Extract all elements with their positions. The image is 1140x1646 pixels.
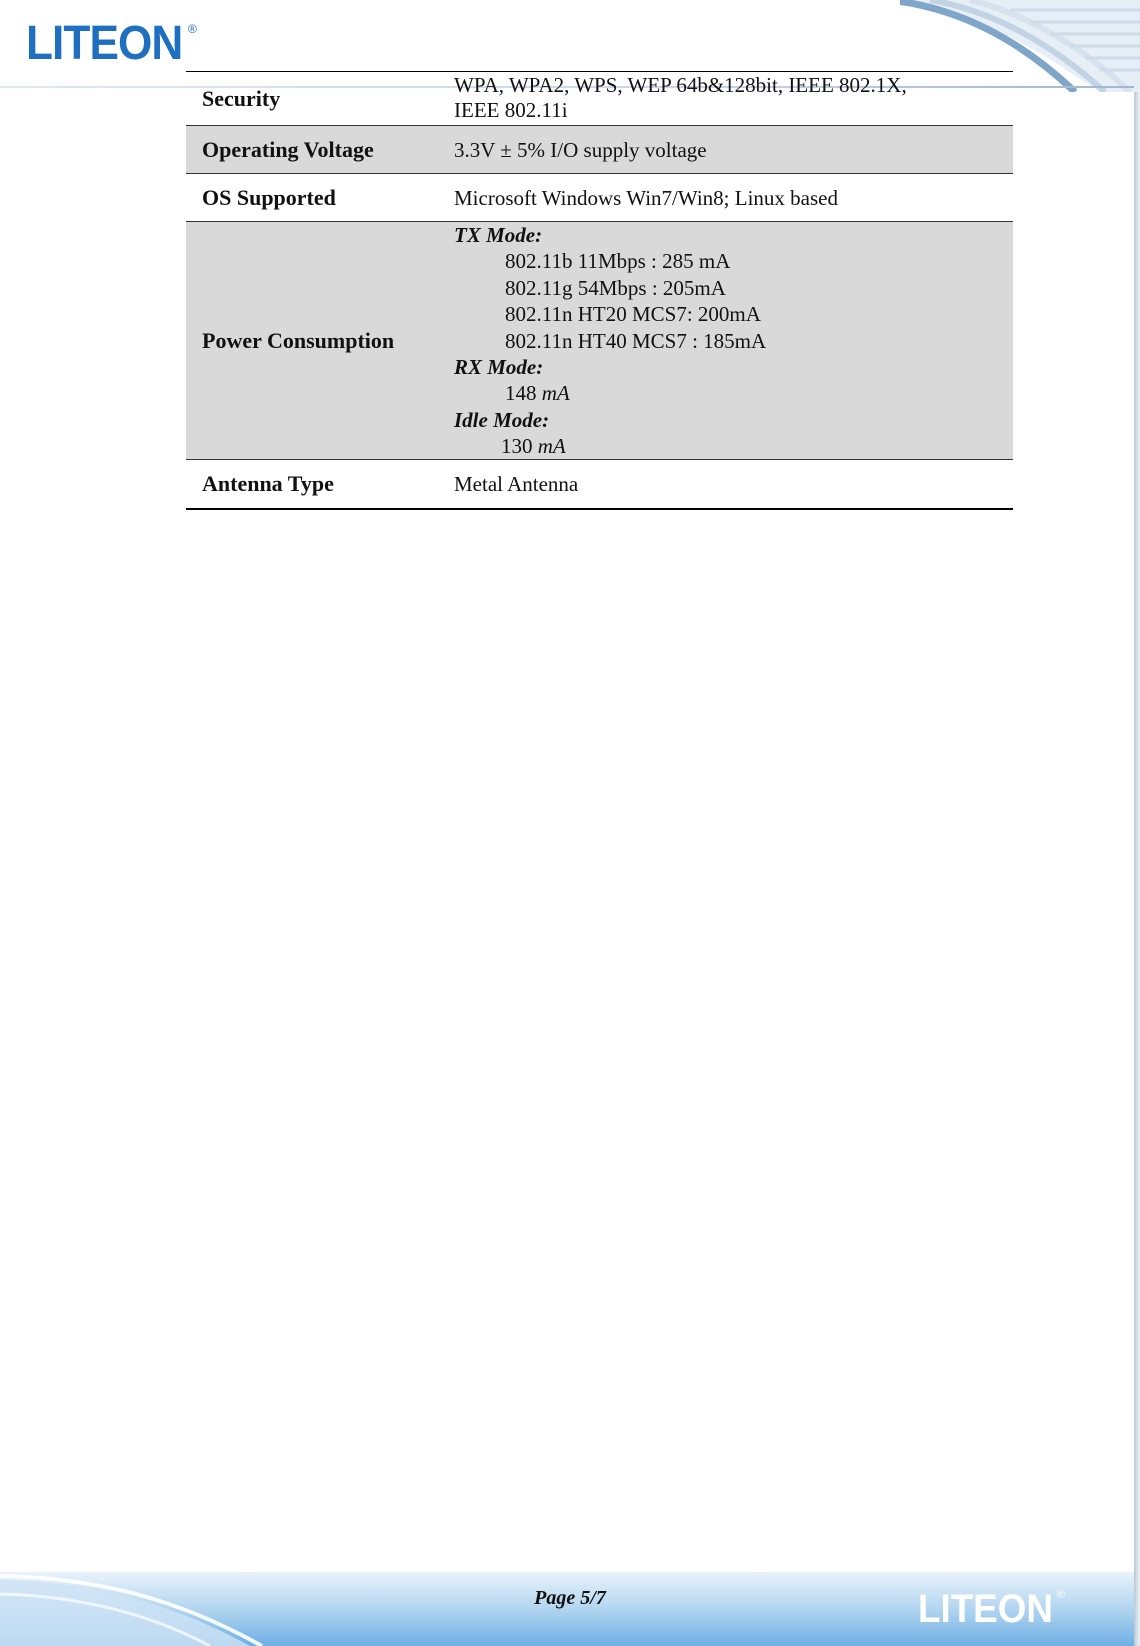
spec-value-antenna-type: Metal Antenna: [454, 472, 579, 496]
header-logo-text: LITEON: [26, 17, 183, 70]
spec-value-security: [454, 73, 1013, 123]
spec-row-antenna-type: [186, 460, 1013, 508]
page-number: Page 5/7: [534, 1587, 606, 1609]
spec-label-operating-voltage: Operating Voltage: [202, 136, 374, 162]
rx-mode-heading: RX Mode:: [454, 355, 544, 379]
spec-label-power-consumption: Power Consumption: [202, 327, 395, 353]
footer-logo-text: LITEON: [918, 1587, 1053, 1631]
spec-table: [186, 71, 1013, 510]
idle-mode-heading: Idle Mode:: [454, 407, 550, 432]
tx-mode-line: 802.11n HT40 MCS7 : 185mA: [505, 328, 767, 353]
footer-logo-registered-mark: ®: [1056, 1589, 1065, 1601]
rx-mode-number: 148: [505, 381, 537, 405]
idle-mode-unit: mA: [537, 433, 566, 458]
spec-value-power-consumption: [454, 222, 1013, 459]
page-right-edge: [1134, 0, 1140, 1646]
footer-logo: [918, 1589, 1065, 1629]
idle-mode-number: 130: [501, 433, 533, 458]
spec-row-operating-voltage: [186, 126, 1013, 174]
security-value-line-1: WPA, WPA2, WPS, WEP 64b&128bit, IEEE 802.1X,: [454, 72, 907, 97]
tx-mode-line: 802.11b 11Mbps : 285 mA: [505, 249, 731, 273]
spec-row-os-supported: [186, 174, 1013, 222]
spec-row-security: [186, 72, 1013, 126]
spec-row-power-consumption: [186, 222, 1013, 460]
idle-mode-value: [454, 433, 1013, 460]
spec-value-operating-voltage: 3.3V ± 5% I/O supply voltage: [454, 137, 707, 162]
spec-label-security: Security: [202, 85, 281, 111]
spec-label-os-supported: OS Supported: [202, 184, 336, 210]
tx-mode-line: 802.11n HT20 MCS7: 200mA: [505, 302, 761, 326]
spec-value-os-supported: Microsoft Windows Win7/Win8; Linux based: [454, 185, 838, 210]
spec-label-antenna-type: Antenna Type: [202, 471, 334, 496]
header-logo-registered-mark: ®: [188, 22, 197, 36]
tx-mode-line: 802.11g 54Mbps : 205mA: [505, 275, 726, 300]
rx-mode-unit: mA: [541, 381, 570, 405]
tx-mode-heading: TX Mode:: [454, 223, 543, 247]
header-logo: [26, 17, 197, 70]
rx-mode-value: [454, 380, 1013, 407]
security-value-line-2: IEEE 802.11i: [454, 97, 568, 122]
